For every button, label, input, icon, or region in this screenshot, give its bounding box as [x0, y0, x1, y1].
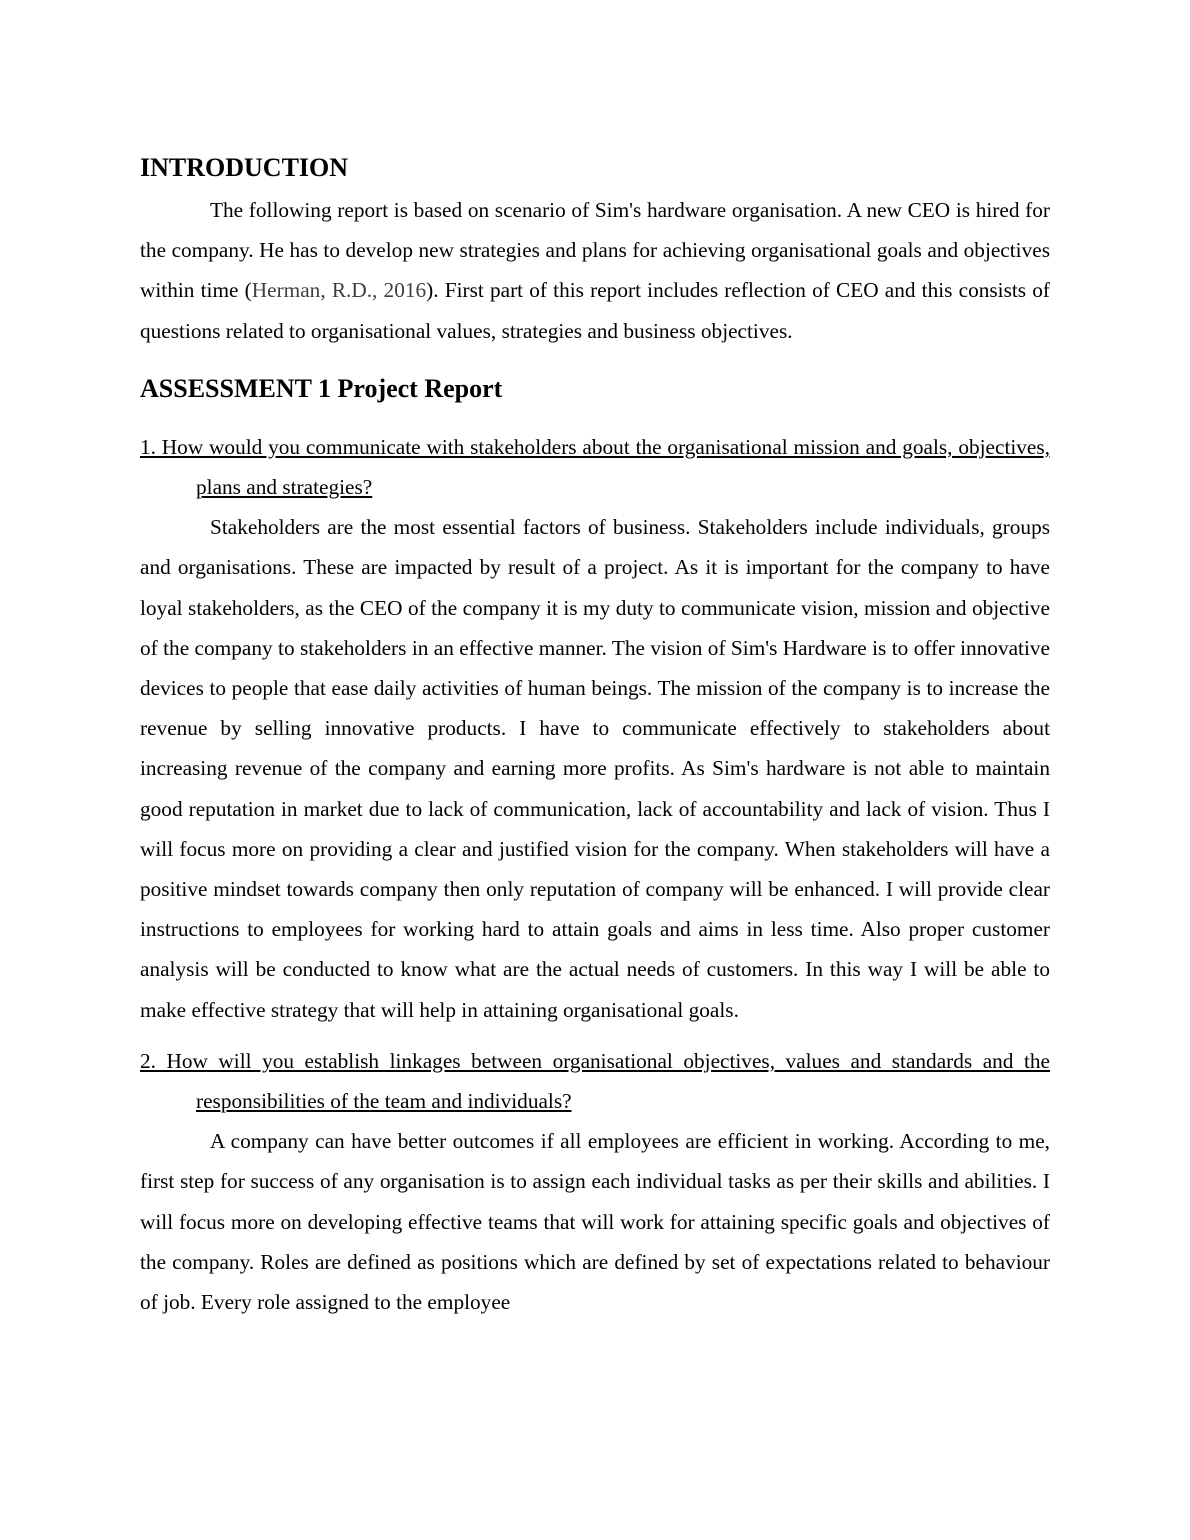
citation: Herman, R.D., 2016 [251, 278, 427, 303]
answer-2: A company can have better outcomes if all employees are efficient in working. According to me, first step for success of any organisation is to assign each individual tasks as per their skills and abilities. I will focus more on developing effective teams that will work for attaining specific goals and objectives of the company. Roles are defined as positions which are defined by set of expectations related to behaviour of job. Every role assigned to the employee [140, 1129, 1050, 1315]
document-page [140, 148, 1050, 1322]
question-1: 1. How would you communicate with stakeholders about the organisational mission and goals, objectives, plans and strategies? [140, 434, 1050, 500]
intro-text-end: ). First part of this report includes reflection of CEO and this consists of questions related to organisational values, strategies and business objectives. [140, 278, 1050, 343]
assessment-heading: ASSESSMENT 1 Project Report [140, 373, 503, 403]
introduction-paragraph [140, 190, 1050, 351]
intro-text-start: The following report is based on scenario of Sim's hardware organisation. A new CEO is hired for the company. He has to develop new strategies and plans for achieving organisational goals and objectives within time ( [140, 198, 1050, 303]
question-2: 2. How will you establish linkages between organisational objectives, values and standards and the responsibilities of the team and individuals? [140, 1048, 1050, 1114]
introduction-heading: INTRODUCTION [140, 153, 349, 182]
answer-1: Stakeholders are the most essential factors of business. Stakeholders include individuals, groups and organisations. These are impacted by result of a project. As it is important for the company to have loyal stakeholders, as the CEO of the company it is my duty to communicate vision, mission and objective of the company to stakeholders in an effective manner. The vision of Sim's Hardware is to offer innovative devices to people that ease daily activities of human beings. The mission of the company is to increase the revenue by selling innovative products. I have to communicate effectively to stakeholders about increasing revenue of the company and earning more profits. As Sim's hardware is not able to maintain good reputation in market due to lack of communication, lack of accountability and lack of vision. Thus I will focus more on providing a clear and justified vision for the company. When stakeholders will have a positive mindset towards company then only reputation of company will be enhanced. I will provide clear instructions to employees for working hard to attain goals and aims in less time. Also proper customer analysis will be conducted to know what are the actual needs of customers. In this way I will be able to make effective strategy that will help in attaining organisational goals. [140, 515, 1050, 1022]
